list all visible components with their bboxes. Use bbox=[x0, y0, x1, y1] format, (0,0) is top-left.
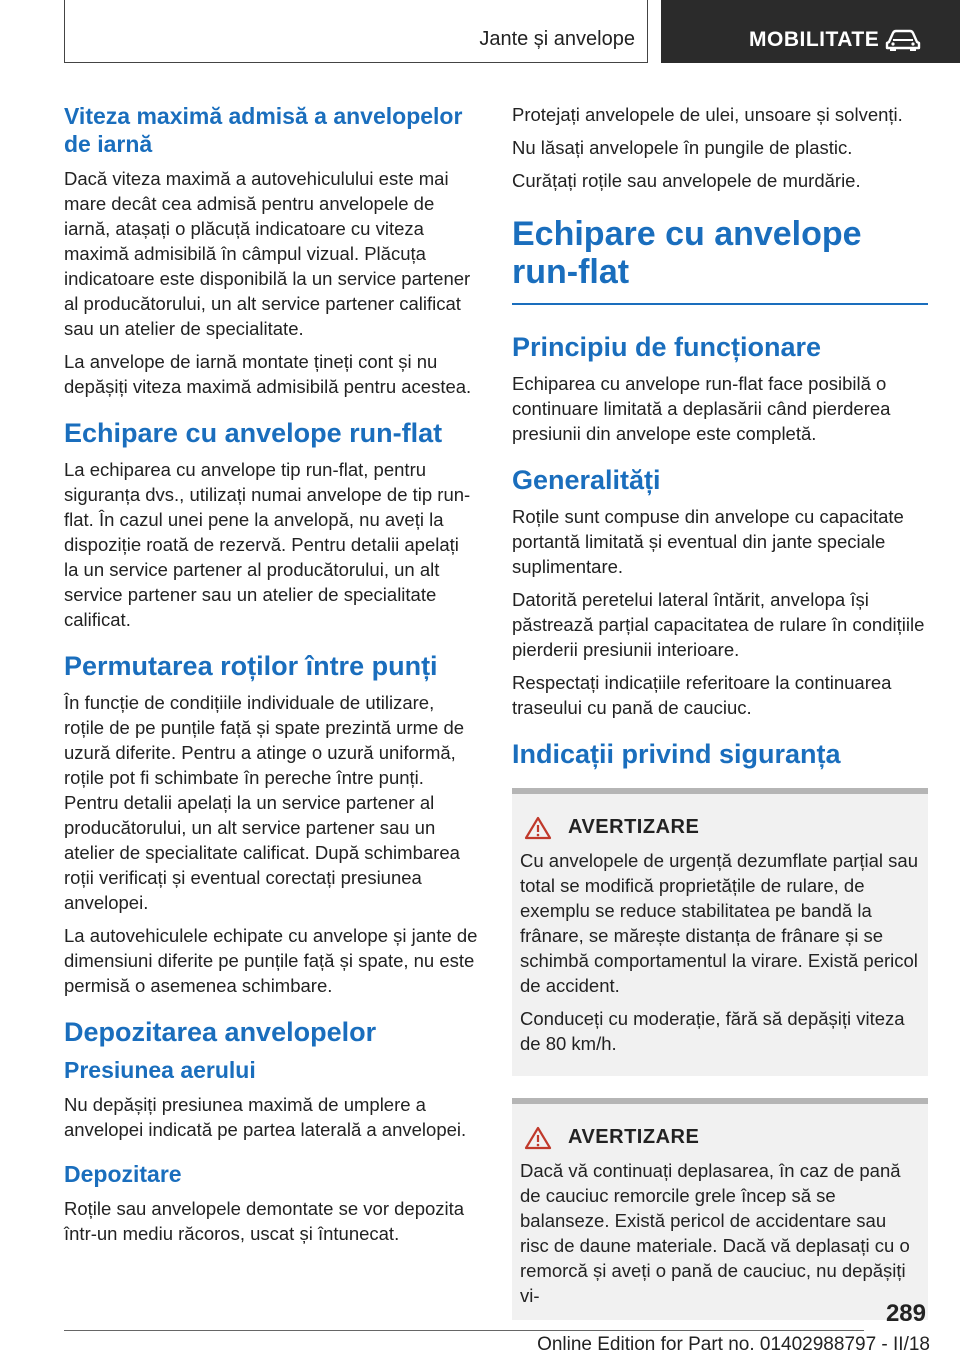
section-title: Echipare cu anvelope run-flat bbox=[64, 418, 443, 448]
section-title: Permutarea roților între punți bbox=[64, 651, 438, 681]
section-title: Principiu de funcționare bbox=[512, 331, 822, 362]
header-section-frame bbox=[64, 0, 648, 63]
paragraph: Roțile sau anvelopele demontate se vor depozita într-un mediu răcoros, uscat și întunecat. bbox=[64, 1198, 465, 1244]
paragraph: Nu depășiți presiunea maximă de umplere a anvelopei indicată pe partea laterală a anvelopei. bbox=[64, 1094, 467, 1140]
paragraph: În funcție de condițiile individuale de utilizare, roțile de pe punțile față și spate prezintă urme de uzură diferite. Pentru a atinge o uzură uniformă, roțile pot fi schimbate în pereche între punți. Pentru detalii apelați la un service partener al producătorului, un alt service partener sau un atelier de specialitate calificat. După schimbarea roții verificați și eventual corectați presiunea anvelopei. bbox=[64, 692, 465, 913]
left-column bbox=[64, 102, 478, 1264]
subsection-title: Depozitare bbox=[64, 1161, 182, 1187]
section-title-safety: Indicații privind siguranța bbox=[512, 738, 841, 769]
section-principle bbox=[512, 331, 928, 446]
paragraph: La anvelope de iarnă montate țineți cont și nu depășiți viteza maximă admisibilă pentru acestea. bbox=[64, 351, 472, 397]
chapter-title: Echipare cu anvelope run-flat bbox=[512, 215, 862, 291]
edition-text: Online Edition for Part no. 01402988797 - II/18 bbox=[537, 1334, 930, 1355]
warning-header bbox=[520, 816, 920, 840]
section-title: Viteza maximă admisă a anvelopelor de iarnă bbox=[64, 103, 463, 157]
section-wheel-rotation bbox=[64, 650, 478, 998]
paragraph: Echiparea cu anvelope run-flat face posibilă o continuare limitată a deplasării când pierderea presiunii din anvelope este completă. bbox=[512, 372, 891, 444]
warning-label: AVERTIZARE bbox=[568, 1126, 700, 1148]
paragraph: Nu lăsați anvelopele în pungile de plastic. bbox=[512, 137, 853, 158]
warning-box bbox=[512, 1098, 928, 1320]
paragraph: Cu anvelopele de urgență dezumflate parțial sau total se modifică proprietățile de rulare, de exemplu se reduce stabilitatea pe bandă la frânare, se mărește distanța de frânare și se schimbă comportamentul la virare. Există pericol de accident. bbox=[520, 849, 919, 996]
subsection-title: Presiunea aerului bbox=[64, 1057, 256, 1083]
right-column bbox=[512, 102, 928, 1332]
section-runflat bbox=[64, 417, 478, 632]
paragraph: Datorită peretelui lateral întărit, anvelopa își păstrează parțial capacitatea de rulare în condițiile pierderii presiunii interioare. bbox=[512, 588, 925, 660]
paragraph: Curățați roțile sau anvelopele de murdărie. bbox=[512, 170, 861, 191]
page-header bbox=[0, 0, 960, 66]
paragraph: Dacă vă continuați deplasarea, în caz de pană de cauciuc remorcile grele încep să se balanseze. Există pericol de accidentare sau risc de daune materiale. Dacă vă deplasați cu o remorcă și aveți o pană de cauciuc, nu depășiți vi- bbox=[520, 1159, 910, 1306]
warning-label: AVERTIZARE bbox=[568, 816, 700, 838]
header-chapter-tab bbox=[661, 0, 960, 63]
warning-triangle-icon bbox=[524, 1126, 552, 1150]
paragraph: Conduceți cu moderație, fără să depășiți viteza de 80 km/h. bbox=[520, 1007, 905, 1054]
warning-box bbox=[512, 788, 928, 1076]
warning-header bbox=[520, 1126, 920, 1150]
section-tire-storage bbox=[64, 1016, 478, 1246]
paragraph: La echiparea cu anvelope tip run-flat, pentru siguranța dvs., utilizați numai anvelope de tip run-flat. În cazul unei pene la anvelopă, nu aveți la dispoziție roată de rezervă. Pentru detalii apelați la un service partener al producătorului, un alt service partener sau un atelier de specialitate calificat. bbox=[64, 459, 471, 630]
header-section-title: Jante și anvelope bbox=[479, 28, 635, 50]
footer-rule bbox=[64, 1330, 864, 1331]
paragraph: Roțile sunt compuse din anvelope cu capacitate portantă limitată și eventual din jante speciale suplimentare. bbox=[512, 505, 904, 577]
car-icon bbox=[885, 28, 921, 52]
section-general bbox=[512, 464, 928, 720]
warning-triangle-icon bbox=[524, 816, 552, 840]
header-chapter-label: MOBILITATE bbox=[749, 28, 880, 51]
paragraph: Respectați indicațiile referitoare la continuarea traseului cu pană de cauciuc. bbox=[512, 671, 892, 718]
chapter-title-rule bbox=[512, 303, 928, 305]
paragraph: Protejați anvelopele de ulei, unsoare și solvenți. bbox=[512, 104, 903, 125]
section-title: Generalități bbox=[512, 464, 661, 495]
section-winter-speed bbox=[64, 102, 478, 399]
paragraph: Dacă viteza maximă a autovehiculului este mai mare decât cea admisă pentru anvelopele de iarnă, atașați o plăcuță indicatoare cu viteza maximă admisibilă în câmpul vizual. Plăcuța indicatoare este disponibilă la un service partener al producătorului, un alt service partener calificat sau un atelier de specialitate. bbox=[64, 168, 471, 339]
paragraph: La autovehiculele echipate cu anvelope și jante de dimensiuni diferite pe punțile față și spate, nu este permisă o asemenea schimbare. bbox=[64, 925, 478, 996]
section-title: Depozitarea anvelopelor bbox=[64, 1017, 377, 1047]
page-number: 289 bbox=[885, 1300, 926, 1327]
